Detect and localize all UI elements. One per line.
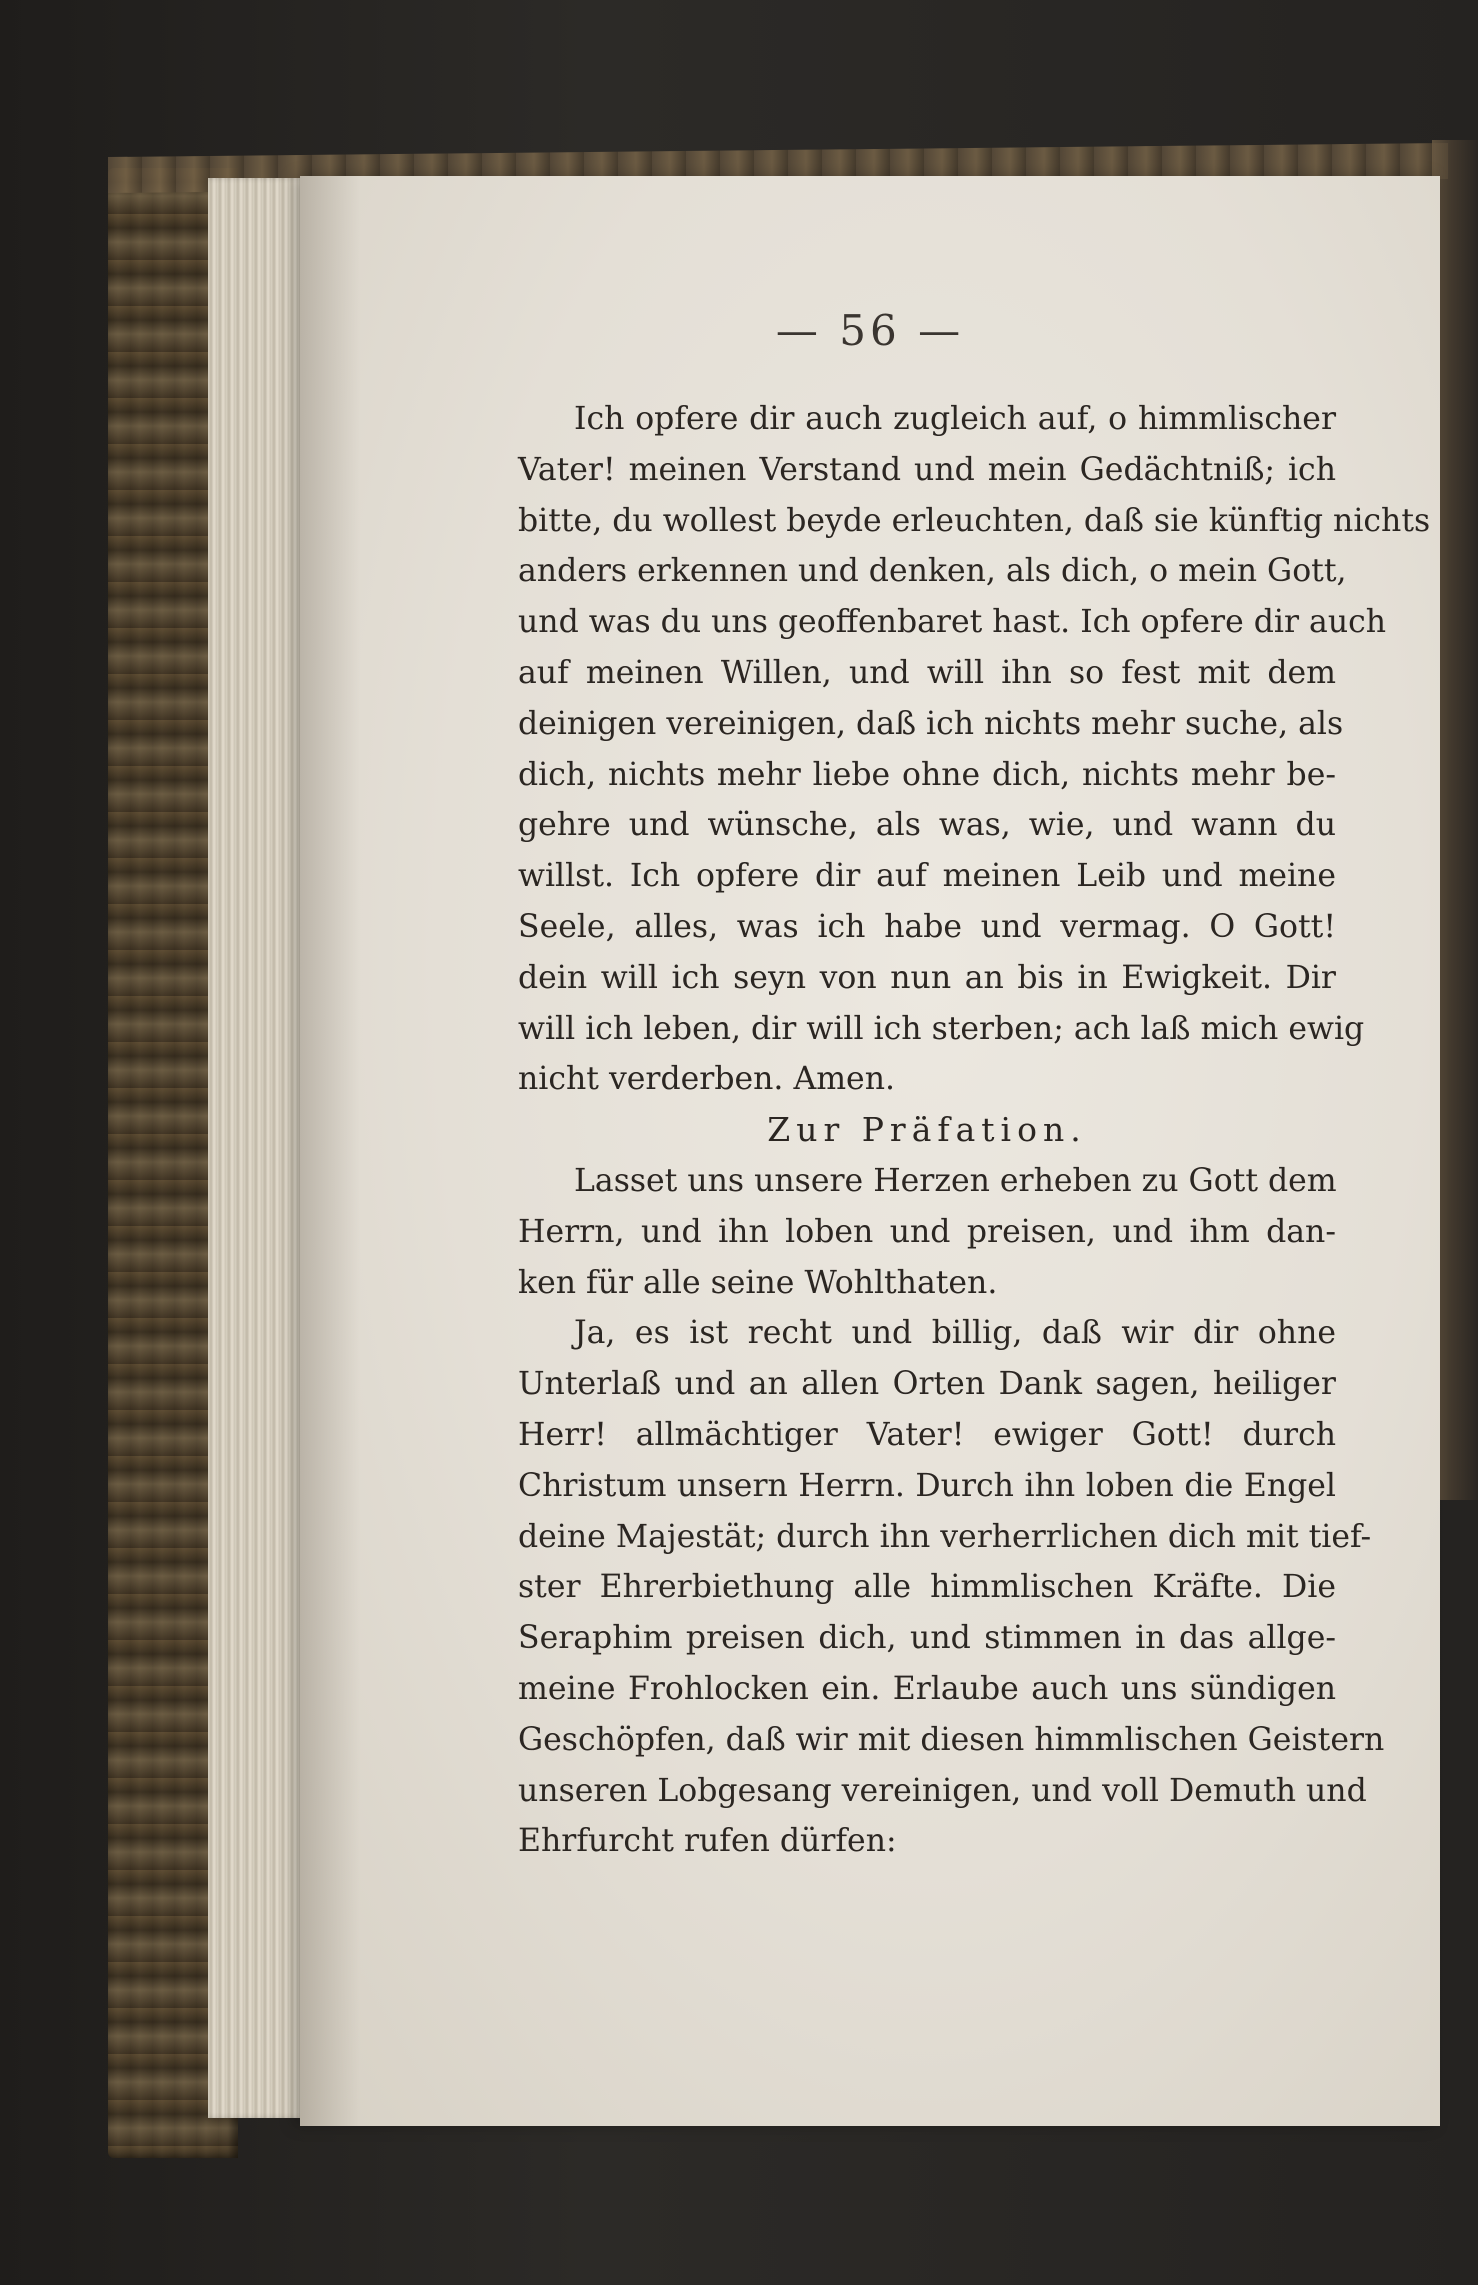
text-line: anders erkennen und denken, als dich, o mein Gott,	[518, 553, 1347, 590]
text-line: bitte, du wollest beyde erleuchten, daß sie künftig nichts	[518, 502, 1431, 539]
paragraph-preface	[518, 1156, 1336, 1308]
text-line: will ich leben, dir will ich sterben; ach laß mich ewig	[518, 1010, 1365, 1047]
page-number: — 56 —	[775, 306, 965, 355]
text-line: nicht verderben. Amen.	[518, 1061, 896, 1098]
text-line: willst. Ich opfere dir auf meinen Leib und meine	[518, 858, 1336, 895]
text-line: ken für alle seine Wohlthaten.	[518, 1264, 998, 1301]
text-line: Ich opfere dir auch zugleich auf, o himmlischer	[574, 401, 1336, 437]
text-line: Vater! meinen Verstand und mein Gedächtniß; ich	[518, 451, 1336, 488]
text-line: Herrn, und ihn loben und preisen, und ihm dan-	[518, 1213, 1336, 1250]
paragraph-praise	[518, 1308, 1385, 1867]
text-line: Ehrfurcht rufen dürfen:	[518, 1823, 897, 1860]
text-line: gehre und wünsche, als was, wie, und wann du	[518, 807, 1336, 844]
paragraph-offering	[518, 394, 1431, 1105]
text-line: und was du uns geoffenbaret hast. Ich opfere dir auch	[518, 604, 1387, 641]
text-line: Seele, alles, was ich habe und vermag. O Gott!	[518, 908, 1336, 945]
page-gutter-shadow	[300, 176, 360, 2126]
book-page	[300, 176, 1440, 2126]
text-line: Geschöpfen, daß wir mit diesen himmlischen Geistern	[518, 1721, 1385, 1758]
text-line: Seraphim preisen dich, und stimmen in das allge-	[518, 1620, 1336, 1657]
text-line: Lasset uns unsere Herzen erheben zu Gott dem	[574, 1162, 1337, 1199]
text-line: dein will ich seyn von nun an bis in Ewigkeit. Dir	[518, 959, 1336, 996]
text-line: Ja, es ist recht und billig, daß wir dir ohne	[574, 1315, 1336, 1352]
text-line: auf meinen Willen, und will ihn so fest mit dem	[518, 654, 1336, 691]
text-line: dich, nichts mehr liebe ohne dich, nichts mehr be-	[518, 756, 1336, 793]
text-line: Unterlaß und an allen Orten Dank sagen, heiliger	[518, 1366, 1336, 1403]
text-line: unseren Lobgesang vereinigen, und voll Demuth und	[518, 1772, 1367, 1809]
text-line: Christum unsern Herrn. Durch ihn loben die Engel	[518, 1467, 1336, 1504]
text-line: ster Ehrerbiethung alle himmlischen Kräfte. Die	[518, 1569, 1336, 1606]
text-line: deine Majestät; durch ihn verherrlichen dich mit tief-	[518, 1518, 1372, 1555]
text-line: deinigen vereinigen, daß ich nichts mehr suche, als	[518, 705, 1344, 742]
page-text	[518, 394, 1431, 1867]
text-line: meine Frohlocken ein. Erlaube auch uns sündigen	[518, 1670, 1336, 1707]
text-line: Herr! allmächtiger Vater! ewiger Gott! durch	[518, 1416, 1336, 1453]
section-heading: Zur Präfation.	[767, 1110, 1087, 1150]
